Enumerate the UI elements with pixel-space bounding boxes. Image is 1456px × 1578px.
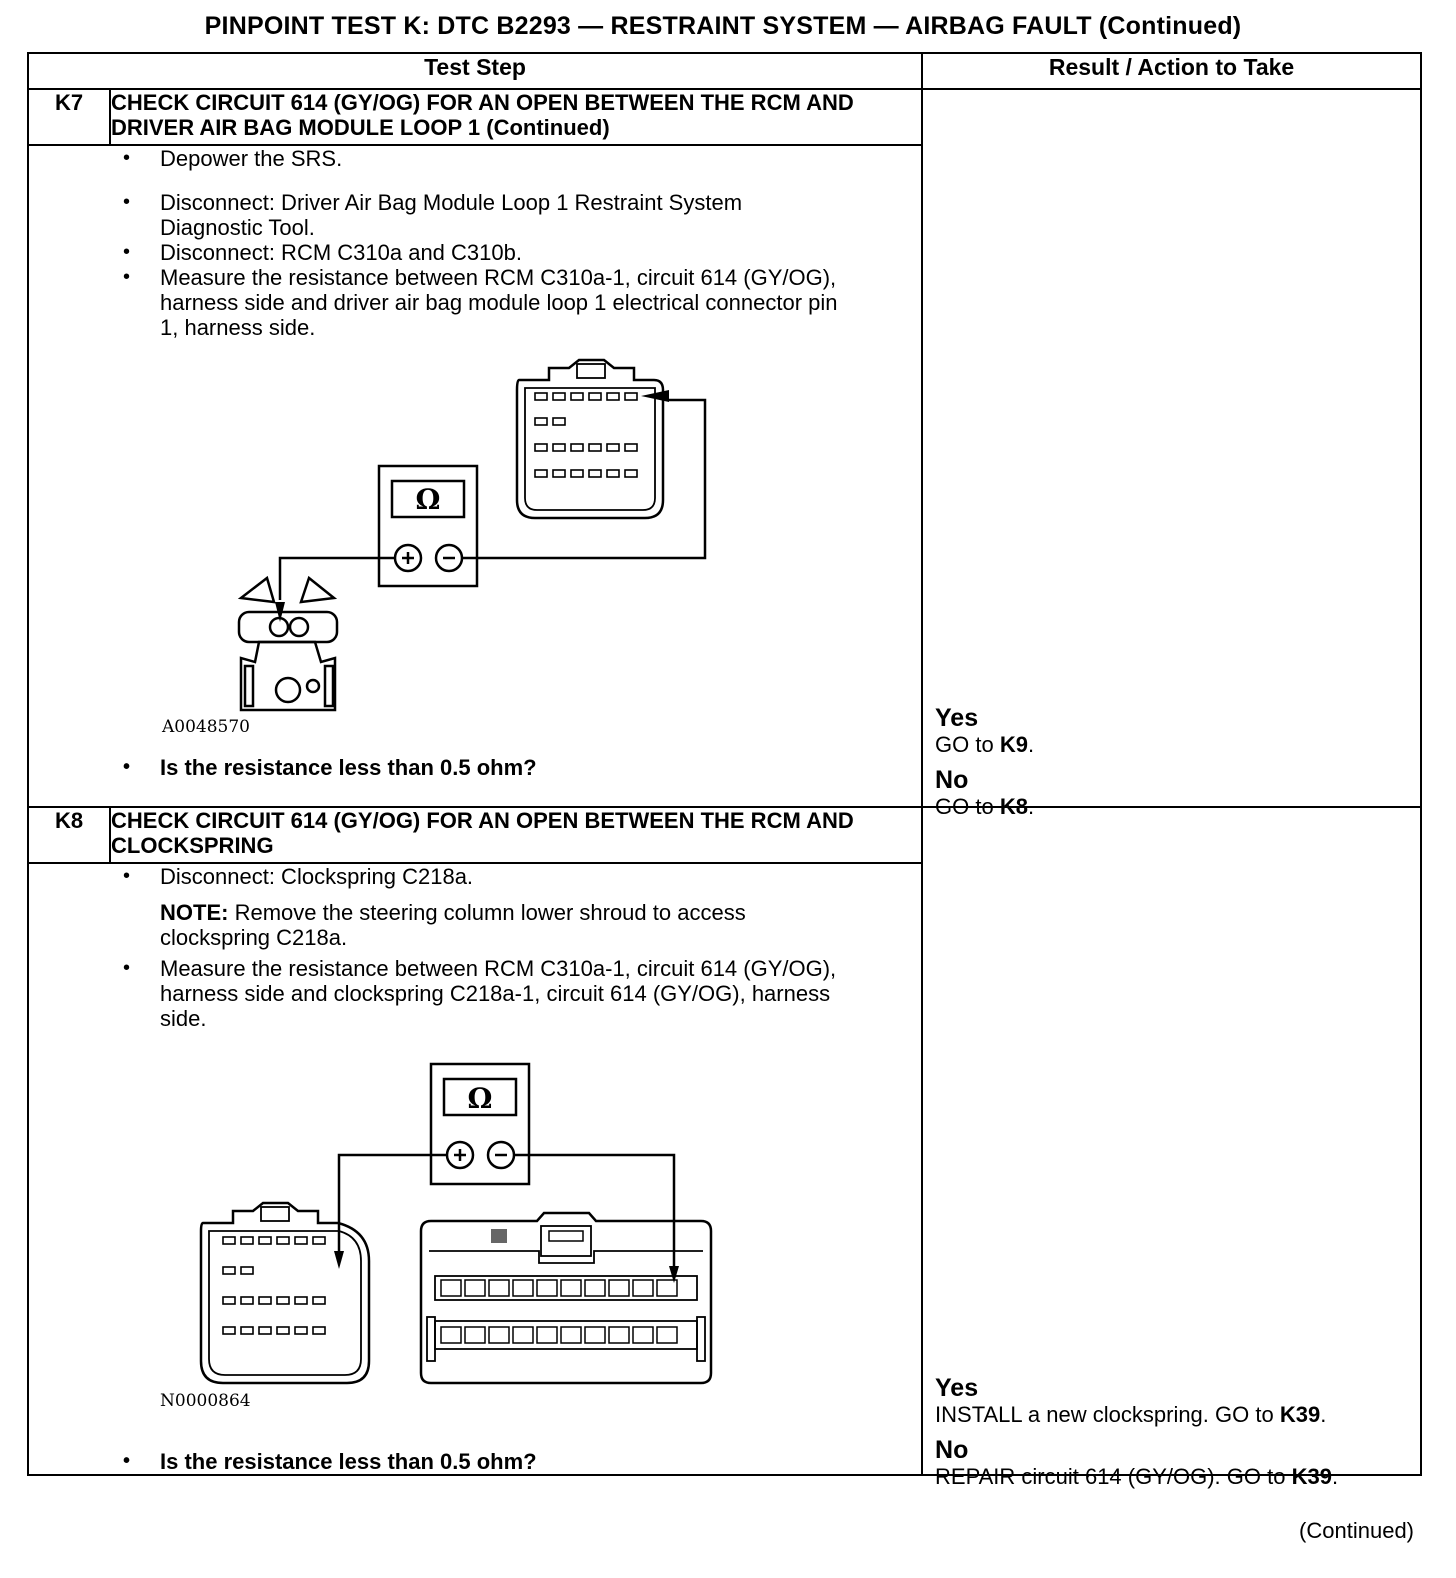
continued-label: (Continued) (1299, 1518, 1414, 1543)
result-yes-text: INSTALL a new clockspring. GO to K39. (935, 1402, 1327, 1427)
list-item: • Depower the SRS. (29, 146, 850, 171)
header-test-step: Test Step (28, 53, 922, 89)
connector-pins (223, 1237, 325, 1334)
result-no-text: GO to K8. (935, 794, 1035, 819)
rcm-connector-pins (441, 1280, 677, 1343)
connector-pins (535, 393, 637, 477)
step-body-k8 (28, 863, 922, 1475)
wiring-diagram-k8 (29, 1031, 921, 1449)
step-k7-title-row (28, 89, 1421, 145)
result-no-label: No (935, 766, 969, 794)
result-cell-k7 (922, 89, 1421, 819)
result-block-k7 (935, 704, 1034, 820)
list-item: • Disconnect: RCM C310a and C310b. (29, 240, 850, 265)
result-block-k8 (935, 1374, 1338, 1490)
note-text: NOTE: Remove the steering column lower shroud to access clockspring C218a. (160, 900, 746, 950)
list-item: • Measure the resistance between RCM C310a-1, circuit 614 (GY/OG), harness side and driver air bag module loop 1 electrical connector pin 1, harness side. (29, 265, 850, 340)
header-result-action: Result / Action to Take (922, 53, 1421, 89)
figure-id-k8: N0000864 (160, 1391, 251, 1411)
pinpoint-test-table (27, 52, 1422, 1489)
step-question-k8: • Is the resistance less than 0.5 ohm? (29, 1449, 850, 1474)
ohm-symbol: Ω (415, 483, 441, 516)
list-item: • Measure the resistance between RCM C310a-1, circuit 614 (GY/OG), harness side and clockspring C218a-1, circuit 614 (GY/OG), harness side. (29, 956, 850, 1031)
wiring-diagram-k7 (29, 340, 921, 755)
step-title-k8: CHECK CIRCUIT 614 (GY/OG) FOR AN OPEN BETWEEN THE RCM AND CLOCKSPRING (110, 807, 922, 863)
step-number-k7: K7 (28, 89, 110, 145)
result-yes-label: Yes (935, 1374, 979, 1402)
result-yes-text: GO to K9. (935, 732, 1035, 757)
step-body-k7 (28, 145, 922, 807)
step-number-k8: K8 (28, 807, 110, 863)
figure-id-k7: A0048570 (162, 717, 250, 737)
step-k8-title-row (28, 807, 1421, 863)
list-item: • Disconnect: Driver Air Bag Module Loop 1 Restraint System Diagnostic Tool. (29, 190, 850, 240)
result-no-text: REPAIR circuit 614 (GY/OG). GO to K39. (935, 1464, 1339, 1489)
figure-k8 (29, 1031, 921, 1449)
result-cell-k8 (922, 807, 1421, 1489)
page-title: PINPOINT TEST K: DTC B2293 — RESTRAINT SYSTEM — AIRBAG FAULT (Continued) (204, 12, 1242, 40)
result-yes-label: Yes (935, 704, 979, 732)
step-title-k7: CHECK CIRCUIT 614 (GY/OG) FOR AN OPEN BETWEEN THE RCM AND DRIVER AIR BAG MODULE LOOP 1 (Continued) (110, 89, 922, 145)
result-no-label: No (935, 1436, 969, 1464)
list-item: • Disconnect: Clockspring C218a. (29, 864, 850, 889)
step-question-k7: • Is the resistance less than 0.5 ohm? (29, 755, 850, 780)
ohm-symbol: Ω (467, 1082, 493, 1115)
figure-k7 (29, 340, 921, 755)
table-header-row (28, 53, 1421, 89)
airbag-module-connector (239, 578, 337, 710)
